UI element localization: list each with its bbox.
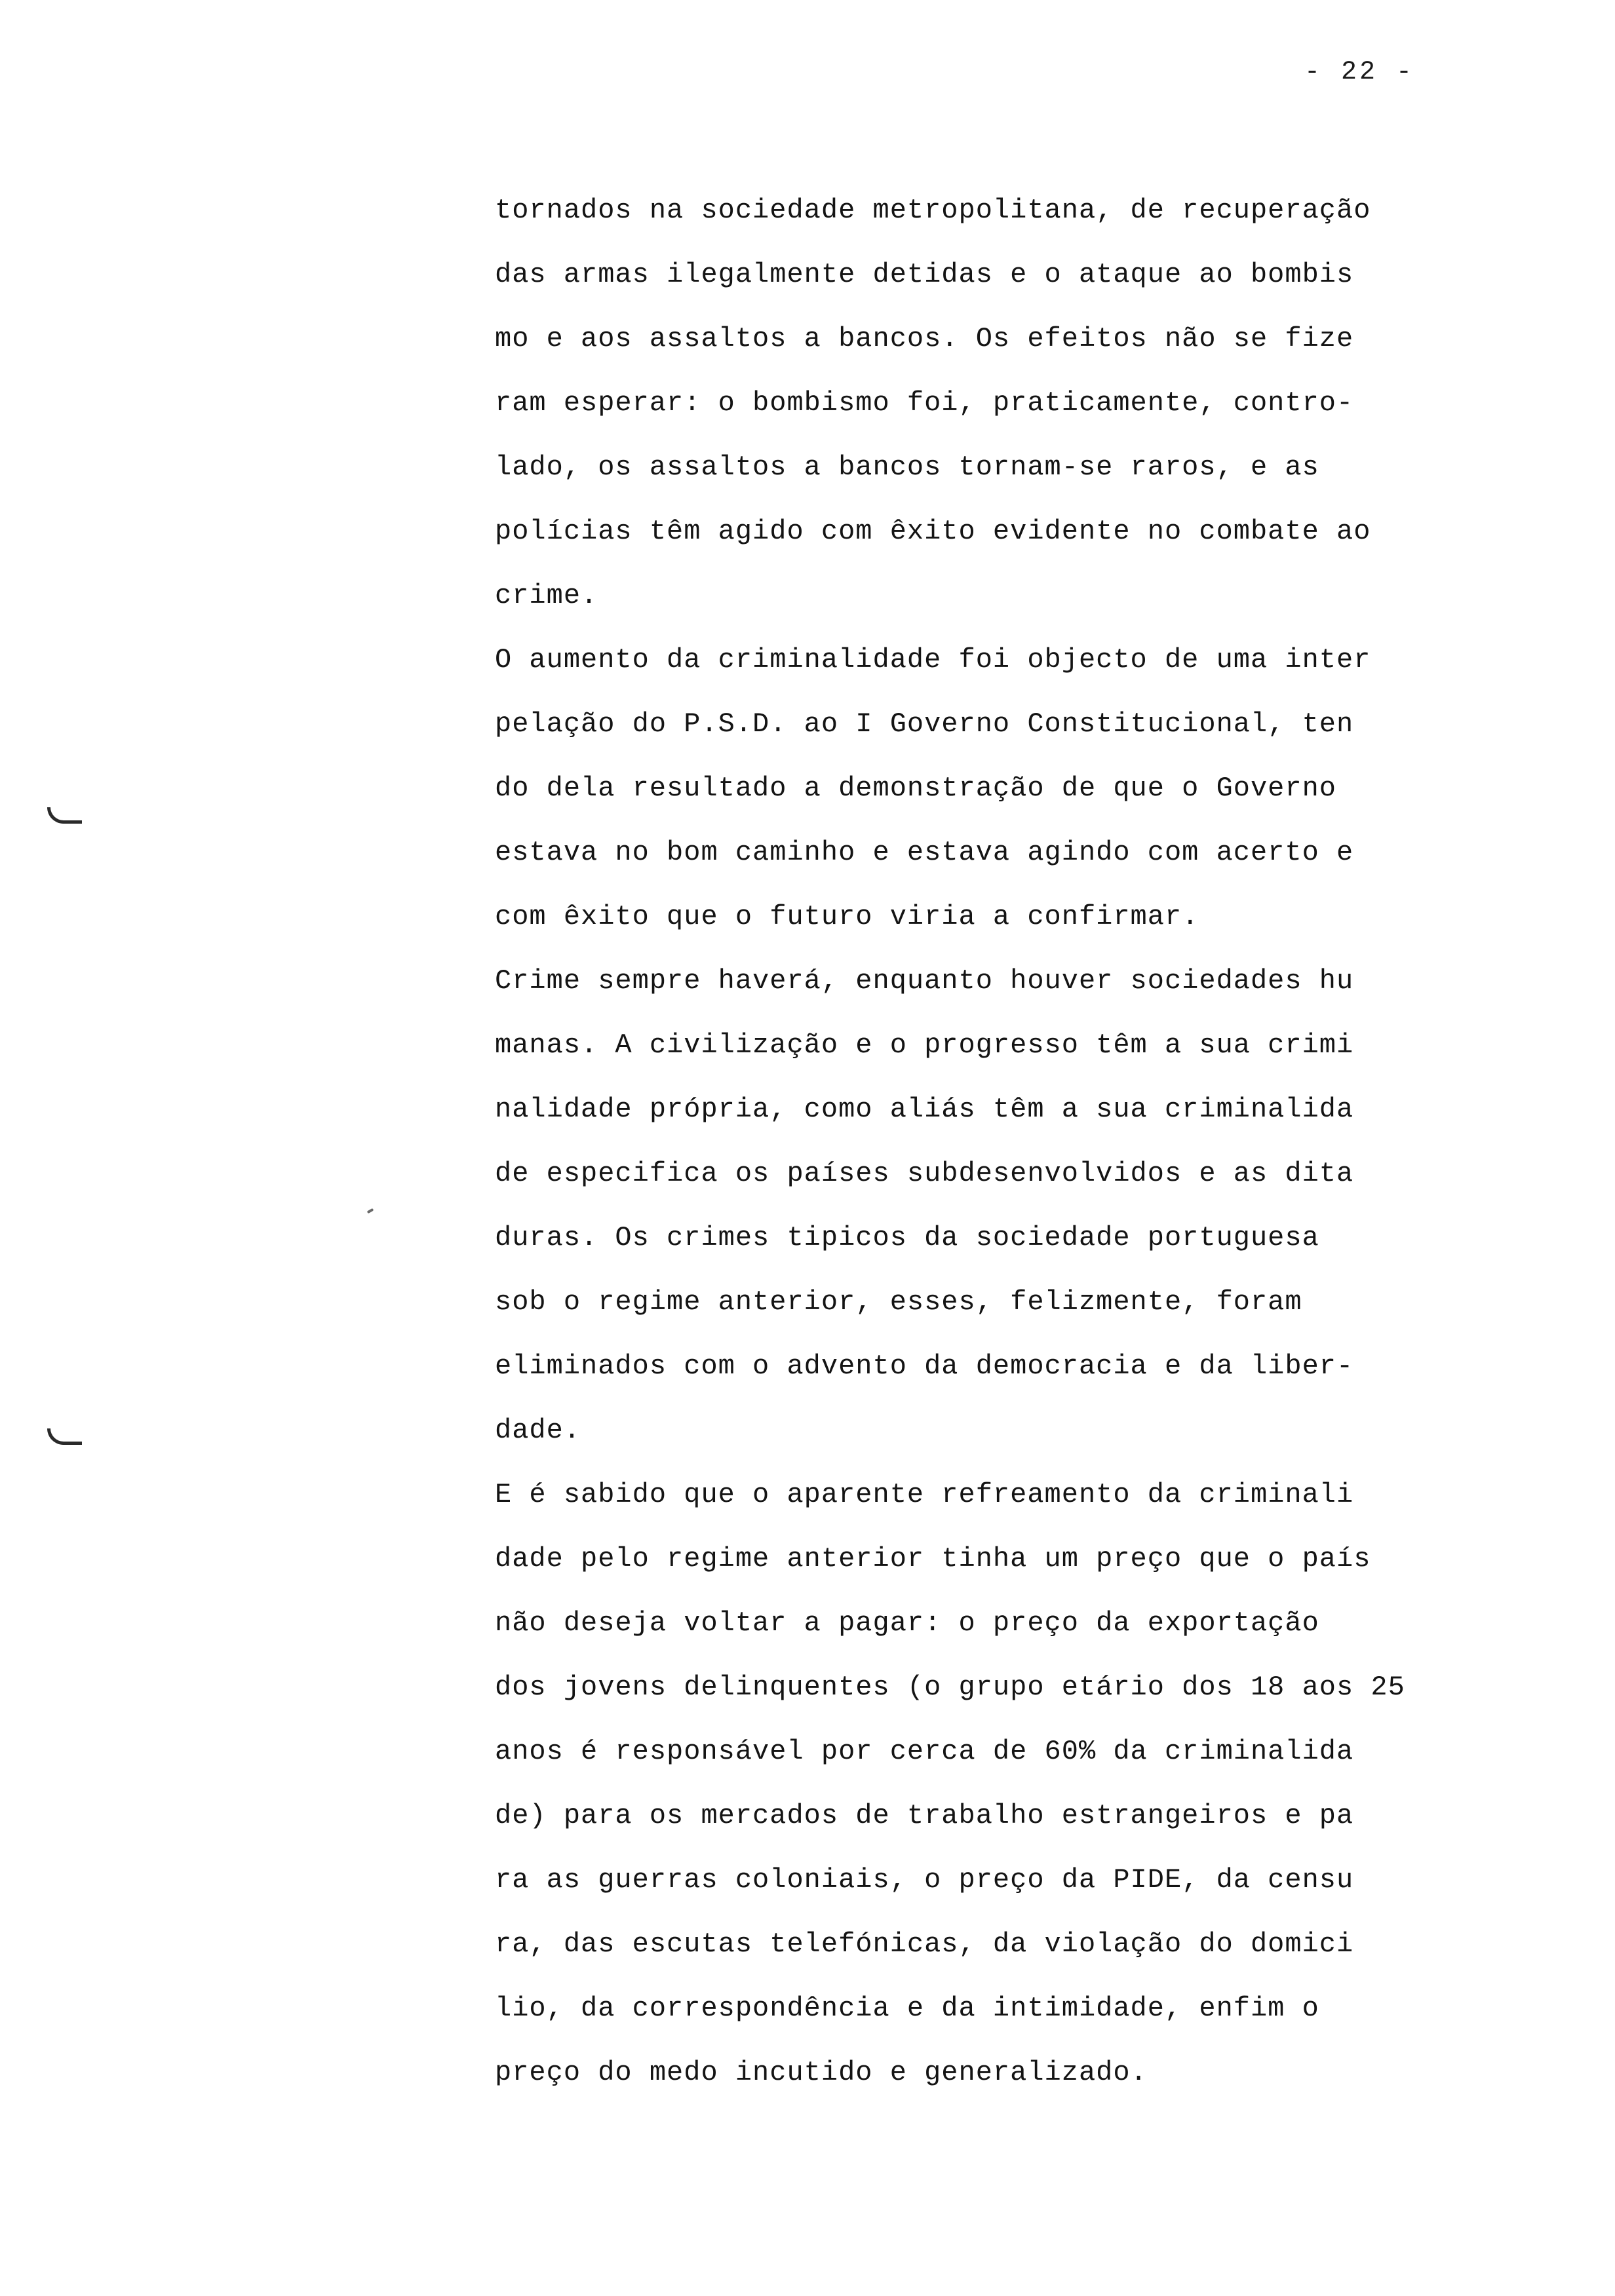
text-line: Crime sempre haverá, enquanto houver sociedades hu: [495, 965, 1354, 997]
page-number: - 22 -: [1304, 58, 1415, 87]
text-line: O aumento da criminalidade foi objecto de uma inter: [495, 644, 1371, 676]
text-line: de) para os mercados de trabalho estrangeiros e pa: [495, 1800, 1354, 1831]
text-line: mo e aos assaltos a bancos. Os efeitos não se fize: [495, 323, 1354, 354]
binder-hole-mark-top: [47, 807, 82, 824]
paragraph: [495, 949, 1517, 1463]
text-line: duras. Os crimes tipicos da sociedade portuguesa: [495, 1222, 1319, 1253]
text-line: dade pelo regime anterior tinha um preço que o país: [495, 1543, 1371, 1575]
document-body: [495, 178, 1517, 2105]
text-line: das armas ilegalmente detidas e o ataque ao bombis: [495, 259, 1354, 290]
text-line: manas. A civilização e o progresso têm a sua crimi: [495, 1029, 1354, 1061]
text-line: eliminados com o advento da democracia e da liber-: [495, 1350, 1354, 1382]
text-line: de especifica os países subdesenvolvidos e as dita: [495, 1158, 1354, 1189]
stray-mark: [367, 1208, 374, 1214]
text-line: do dela resultado a demonstração de que o Governo: [495, 773, 1337, 804]
text-line: tornados na sociedade metropolitana, de recuperação: [495, 195, 1371, 226]
text-line: ra, das escutas telefónicas, da violação do domici: [495, 1928, 1354, 1960]
text-line: ra as guerras coloniais, o preço da PIDE, da censu: [495, 1864, 1354, 1896]
paragraph: [495, 628, 1517, 949]
text-line: dos jovens delinquentes (o grupo etário dos 18 aos 25: [495, 1672, 1405, 1703]
text-line: pelação do P.S.D. ao I Governo Constitucional, ten: [495, 708, 1354, 740]
text-line: nalidade própria, como aliás têm a sua criminalida: [495, 1094, 1354, 1125]
text-line: anos é responsável por cerca de 60% da criminalida: [495, 1736, 1354, 1767]
text-line: estava no bom caminho e estava agindo com acerto e: [495, 837, 1354, 868]
text-line: dade.: [495, 1415, 581, 1446]
text-line: preço do medo incutido e generalizado.: [495, 2057, 1148, 2088]
text-line: sob o regime anterior, esses, felizmente, foram: [495, 1286, 1302, 1318]
text-line: com êxito que o futuro viria a confirmar.: [495, 901, 1199, 932]
text-line: E é sabido que o aparente refreamento da criminali: [495, 1479, 1354, 1510]
text-line: lado, os assaltos a bancos tornam-se raros, e as: [495, 451, 1319, 483]
paragraph: [495, 178, 1517, 628]
text-line: ram esperar: o bombismo foi, praticamente, contro-: [495, 387, 1354, 419]
binder-hole-mark-bottom: [47, 1428, 82, 1445]
text-line: polícias têm agido com êxito evidente no combate ao: [495, 516, 1371, 547]
text-line: crime.: [495, 580, 598, 611]
text-line: lio, da correspondência e da intimidade, enfim o: [495, 1993, 1319, 2024]
paragraph: [495, 1463, 1517, 2105]
text-line: não deseja voltar a pagar: o preço da exportação: [495, 1607, 1319, 1639]
